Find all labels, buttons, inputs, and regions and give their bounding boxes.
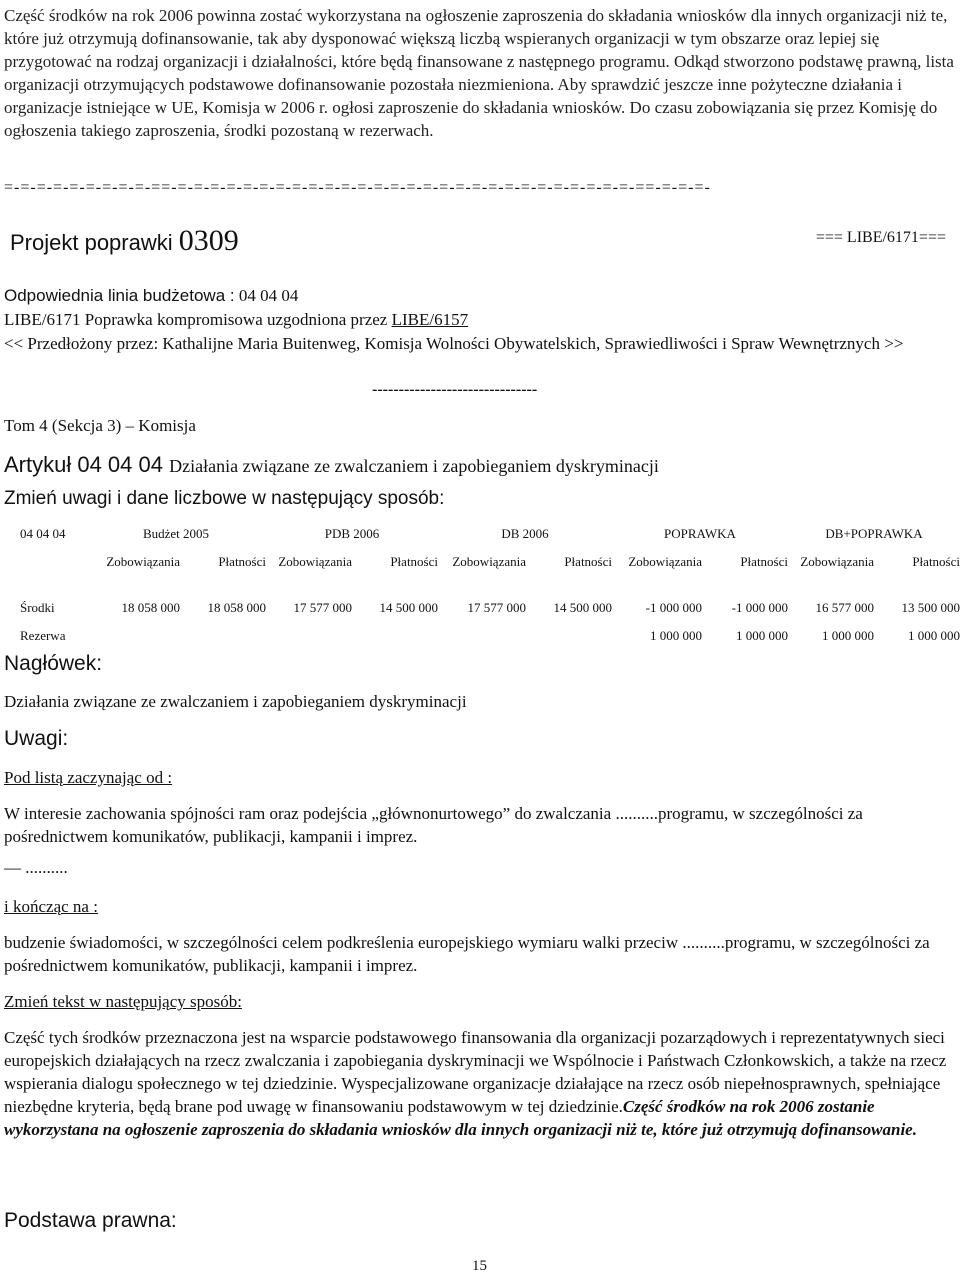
compromise-line	[4, 308, 956, 331]
table-cell: 1 000 000	[908, 628, 960, 643]
table-cell: 1 000 000	[822, 628, 874, 643]
table-cell: 13 500 000	[901, 600, 960, 615]
new-remarks-text	[4, 1026, 956, 1141]
table-row	[0, 594, 960, 622]
group-header: POPRAWKA	[664, 526, 736, 541]
table-cell: 1 000 000	[736, 628, 788, 643]
submitted-by: << Przedłożony przez: Kathalijne Maria Buitenweg, Komisja Wolności Obywatelskich, Sprawiedliwości i Spraw Wewnętrznych >>	[4, 334, 904, 353]
starting-ellipsis: — ..........	[4, 858, 68, 877]
line-code: 04 04 04	[20, 526, 66, 541]
change-remarks-heading: Zmień uwagi i dane liczbowe w następujący sposób:	[4, 488, 445, 509]
table-cell	[180, 622, 266, 650]
compromise-text: LIBE/6171 Poprawka kompromisowa uzgodniona przez	[4, 310, 388, 329]
table-cell: 18 058 000	[207, 600, 266, 615]
table-cell	[526, 622, 612, 650]
table-cell: -1 000 000	[645, 600, 702, 615]
table-subhead-row	[0, 548, 960, 576]
table-cell	[438, 622, 526, 650]
group-header: PDB 2006	[324, 526, 380, 541]
ending-label: i kończąc na :	[4, 897, 98, 916]
row-label: Środki	[20, 600, 55, 615]
subhead-commitments: Zobowiązania	[800, 554, 874, 569]
dashes-line: -------------------------------	[372, 381, 538, 398]
page-number: 15	[472, 1258, 487, 1274]
subhead-commitments: Zobowiązania	[628, 554, 702, 569]
budget-line	[4, 284, 956, 307]
table-cell: 18 058 000	[121, 600, 180, 615]
table-row	[0, 622, 960, 650]
ending-text: budzenie świadomości, w szczególności celem podkreślenia europejskiego wymiaru walki przeciw ..........programu, w szczególności za pośrednictwem komunikatów, publikacji, kampanii i imprez.	[4, 933, 930, 975]
subhead-commitments: Zobowiązania	[452, 554, 526, 569]
project-title-label: Projekt poprawki	[10, 230, 173, 255]
legal-basis-label: Podstawa prawna:	[4, 1209, 177, 1232]
heading-label: Nagłówek:	[4, 652, 103, 675]
volume-line: Tom 4 (Sekcja 3) – Komisja	[4, 416, 196, 435]
subhead-payments: Płatności	[740, 554, 788, 569]
subhead-payments: Płatności	[564, 554, 612, 569]
article-description: Działania związane ze zwalczaniem i zapobieganiem dyskryminacji	[169, 456, 659, 476]
new-text-bold-italic: Część środków na rok 2006 zostanie wykorzystana na ogłoszenie zaproszenia do składania wniosków dla innych organizacji niż te, które już otrzymują dofinansowanie.	[4, 1097, 917, 1139]
table-cell	[352, 622, 438, 650]
intro-paragraph: Część środków na rok 2006 powinna zostać wykorzystana na ogłoszenie zaproszenia do składania wniosków dla innych organizacji niż te, które już otrzymują dofinansowanie, tak aby dysponować większą liczbą wspieranych organizacji w tym obszarze oraz lepiej się przygotować na rodzaj organizacji i działalności, które będą finansowane z następnego programu. Odkąd stworzono podstawę prawną, lista organizacji otrzymujących podstawowe dofinansowanie pozostała niezmieniona. Aby sprawdzić jeszcze inne pożyteczne działania i organizacje istniejące w UE, Komisja w 2006 r. ogłosi zaproszenie do składania wniosków. Do czasu zobowiązania się przez Komisję do ogłoszenia takiego zaproszenia, środki pozostaną w rezerwach.	[4, 6, 954, 140]
table-cell: 14 500 000	[379, 600, 438, 615]
compromise-link[interactable]: LIBE/6157	[391, 310, 469, 329]
new-text-plain: Część tych środków przeznaczona jest na wsparcie podstawowego finansowania dla organizacji pozarządowych i reprezentatywnych sieci europejskich działających na rzecz zwalczania i zapobiegania dyskryminacji we Wspólnocie i Państwach Członkowskich, a także na rzecz wspierania dialogu społecznego w tej dziedzinie. Wyspecjalizowane organizacje działające na rzecz osób niepełnosprawnych, spełniające niezbędne kryteria, będą brane pod uwagę w finansowaniu podstawowym w tej dziedzinie.	[4, 1028, 947, 1116]
project-title	[10, 224, 239, 258]
subhead-payments: Płatności	[218, 554, 266, 569]
table-group-row	[0, 520, 960, 548]
article-label: Artykuł 04 04 04	[4, 452, 163, 477]
subhead-commitments: Zobowiązania	[278, 554, 352, 569]
starting-label: Pod listą zaczynając od :	[4, 768, 173, 787]
article-heading	[4, 452, 659, 478]
table-cell: -1 000 000	[731, 600, 788, 615]
table-cell	[266, 622, 352, 650]
remarks-label: Uwagi:	[4, 727, 69, 750]
subhead-payments: Płatności	[912, 554, 960, 569]
table-cell: 16 577 000	[815, 600, 874, 615]
budget-line-value: 04 04 04	[238, 286, 299, 305]
row-label: Rezerwa	[20, 628, 66, 643]
budget-table	[0, 520, 960, 650]
heading-text: Działania związane ze zwalczaniem i zapobieganiem dyskryminacji	[4, 692, 467, 711]
project-number: 0309	[178, 224, 239, 257]
subhead-commitments: Zobowiązania	[106, 554, 180, 569]
group-header: DB 2006	[501, 526, 549, 541]
project-reference: === LIBE/6171===	[815, 229, 946, 246]
change-text-label: Zmień tekst w następujący sposób:	[4, 992, 242, 1011]
table-cell	[86, 622, 180, 650]
budget-line-label: Odpowiednia linia budżetowa :	[4, 286, 235, 305]
group-header: Budżet 2005	[142, 526, 210, 541]
table-cell: 1 000 000	[650, 628, 702, 643]
table-cell: 17 577 000	[293, 600, 352, 615]
table-cell: 17 577 000	[467, 600, 526, 615]
subhead-payments: Płatności	[390, 554, 438, 569]
starting-text: W interesie zachowania spójności ram oraz podejścia „głównonurtowego” do zwalczania ..........programu, w szczególności za pośrednictwem komunikatów, publikacji, kampanii i imprez.	[4, 804, 863, 846]
group-header: DB+POPRAWKA	[825, 526, 923, 541]
table-cell: 14 500 000	[553, 600, 612, 615]
separator-line: =-=-=-=-=-=-=-=-=-==-=-=-=-=-=-=-=-=-=-=-=-=-=-=-=-=-=-=-=-=-=-=-=-=-=-=-=-=-==-=-=-=-	[4, 179, 711, 196]
